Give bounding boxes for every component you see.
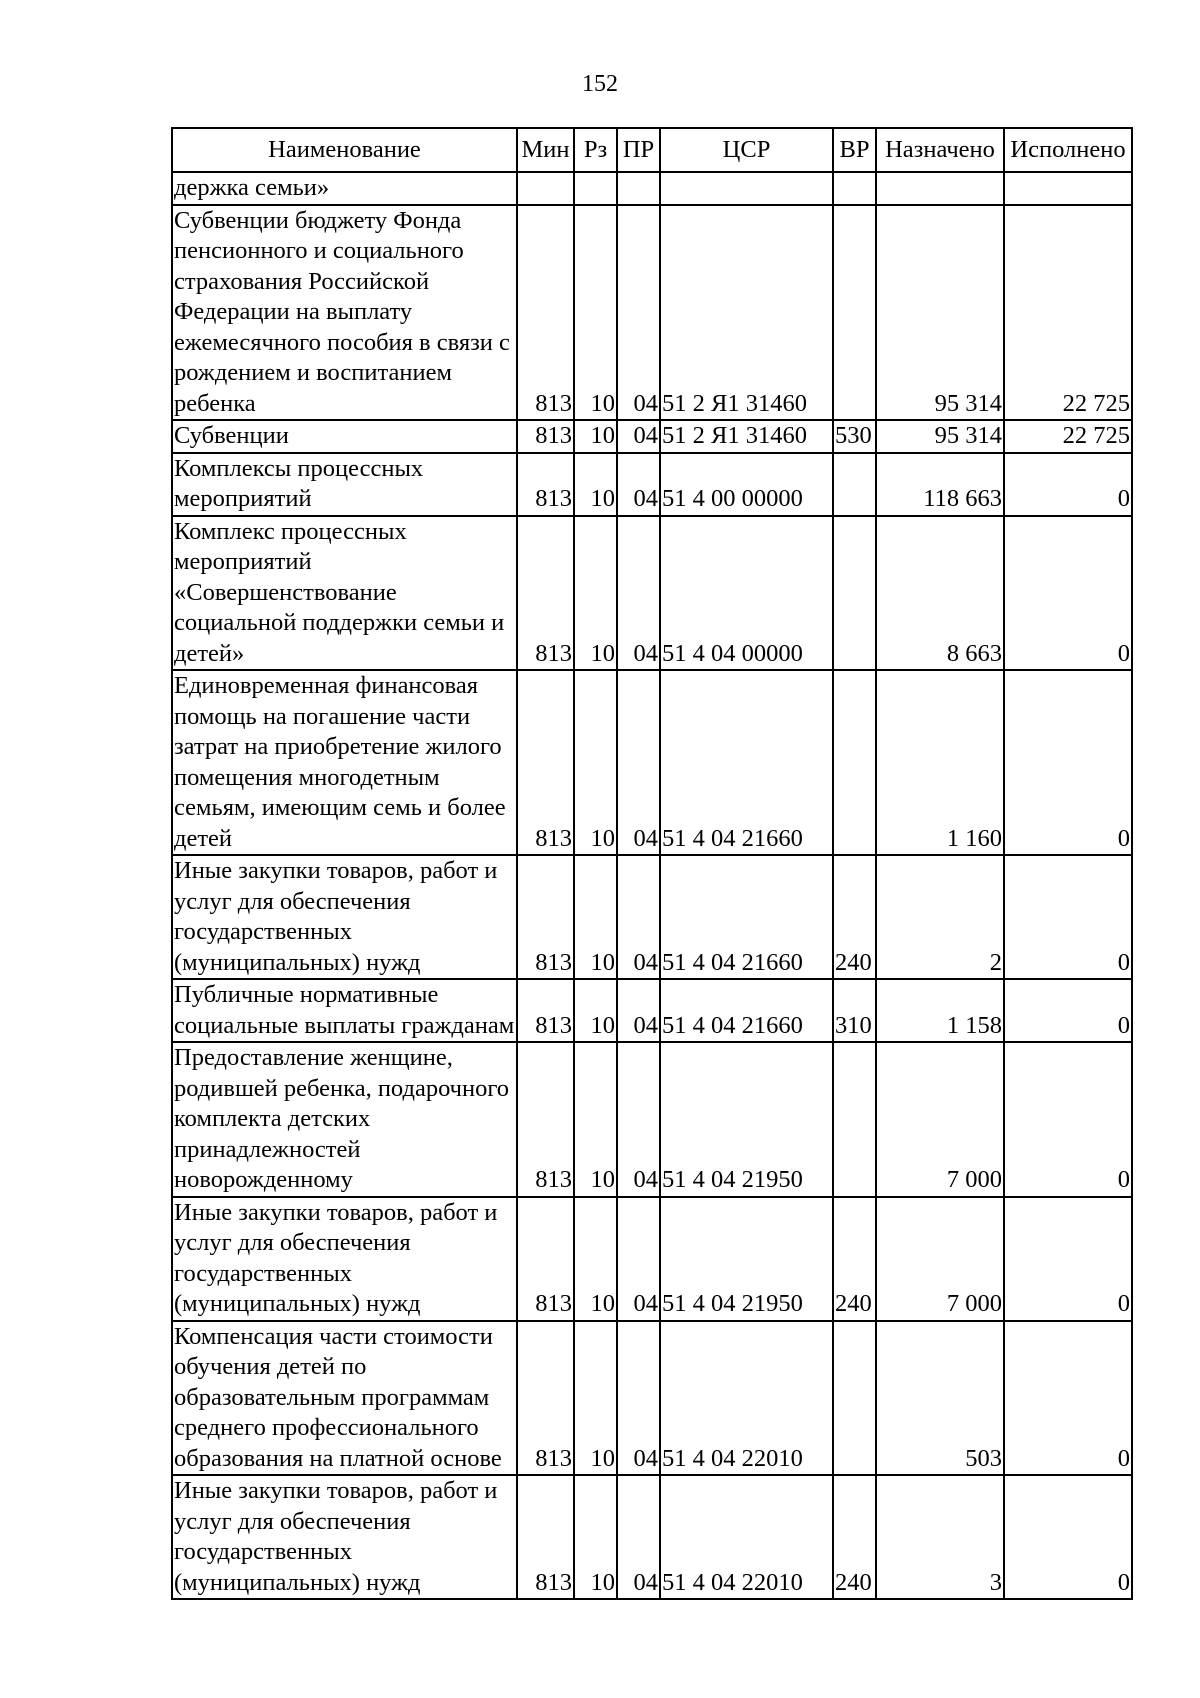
cell-rz: 10 — [574, 1042, 617, 1197]
cell-name: Субвенции — [172, 420, 517, 453]
cell-min: 813 — [517, 1042, 574, 1197]
header-executed: Исполнено — [1004, 128, 1132, 172]
table-row — [172, 979, 1132, 1042]
cell-rz: 10 — [574, 670, 617, 855]
cell-csr: 51 4 04 22010 — [660, 1321, 833, 1476]
cell-csr: 51 4 04 21660 — [660, 855, 833, 979]
cell-executed: 22 725 — [1004, 420, 1132, 453]
header-assigned: Назначено — [876, 128, 1004, 172]
header-rz: Рз — [574, 128, 617, 172]
cell-csr — [660, 172, 833, 205]
table-row — [172, 453, 1132, 516]
cell-min: 813 — [517, 516, 574, 671]
cell-vr: 240 — [833, 855, 876, 979]
cell-assigned: 3 — [876, 1475, 1004, 1599]
cell-assigned: 95 314 — [876, 420, 1004, 453]
cell-executed: 0 — [1004, 979, 1132, 1042]
cell-pr: 04 — [617, 1197, 660, 1321]
table-row — [172, 420, 1132, 453]
cell-name: Предоставление женщине, родившей ребенка, подарочного комплекта детских принадлежностей новорожденному — [172, 1042, 517, 1197]
cell-assigned: 118 663 — [876, 453, 1004, 516]
cell-vr — [833, 516, 876, 671]
table-row — [172, 1197, 1132, 1321]
cell-rz: 10 — [574, 979, 617, 1042]
cell-csr: 51 4 00 00000 — [660, 453, 833, 516]
cell-pr: 04 — [617, 205, 660, 421]
cell-executed: 22 725 — [1004, 205, 1132, 421]
header-vr: ВР — [833, 128, 876, 172]
cell-csr: 51 4 04 21950 — [660, 1042, 833, 1197]
cell-executed: 0 — [1004, 453, 1132, 516]
cell-vr: 240 — [833, 1197, 876, 1321]
cell-min: 813 — [517, 1475, 574, 1599]
cell-pr: 04 — [617, 1321, 660, 1476]
cell-name: Иные закупки товаров, работ и услуг для обеспечения государственных (муниципальных) нужд — [172, 855, 517, 979]
header-pr: ПР — [617, 128, 660, 172]
cell-name: Комплекс процессных мероприятий «Совершенствование социальной поддержки семьи и детей» — [172, 516, 517, 671]
cell-pr: 04 — [617, 855, 660, 979]
cell-assigned: 1 160 — [876, 670, 1004, 855]
cell-assigned: 2 — [876, 855, 1004, 979]
cell-executed — [1004, 172, 1132, 205]
cell-min: 813 — [517, 855, 574, 979]
cell-vr: 310 — [833, 979, 876, 1042]
table-header — [172, 128, 1132, 172]
cell-csr: 51 4 04 00000 — [660, 516, 833, 671]
table-row — [172, 1042, 1132, 1197]
cell-name: Иные закупки товаров, работ и услуг для обеспечения государственных (муниципальных) нужд — [172, 1475, 517, 1599]
table-row — [172, 516, 1132, 671]
cell-executed: 0 — [1004, 1475, 1132, 1599]
cell-name: держка семьи» — [172, 172, 517, 205]
header-row — [172, 128, 1132, 172]
cell-assigned: 503 — [876, 1321, 1004, 1476]
cell-min: 813 — [517, 1321, 574, 1476]
cell-pr: 04 — [617, 420, 660, 453]
cell-rz: 10 — [574, 420, 617, 453]
cell-assigned: 1 158 — [876, 979, 1004, 1042]
cell-min — [517, 172, 574, 205]
cell-name: Комплексы процессных мероприятий — [172, 453, 517, 516]
cell-rz: 10 — [574, 516, 617, 671]
table-row — [172, 855, 1132, 979]
cell-pr: 04 — [617, 979, 660, 1042]
cell-vr — [833, 1321, 876, 1476]
cell-rz: 10 — [574, 453, 617, 516]
table-row — [172, 670, 1132, 855]
cell-name: Иные закупки товаров, работ и услуг для обеспечения государственных (муниципальных) нужд — [172, 1197, 517, 1321]
cell-pr: 04 — [617, 1042, 660, 1197]
cell-csr: 51 2 Я1 31460 — [660, 420, 833, 453]
cell-rz: 10 — [574, 1197, 617, 1321]
cell-vr — [833, 1042, 876, 1197]
cell-name: Публичные нормативные социальные выплаты гражданам — [172, 979, 517, 1042]
cell-executed: 0 — [1004, 855, 1132, 979]
cell-rz: 10 — [574, 1321, 617, 1476]
cell-assigned — [876, 172, 1004, 205]
cell-min: 813 — [517, 205, 574, 421]
cell-min: 813 — [517, 1197, 574, 1321]
cell-rz: 10 — [574, 855, 617, 979]
cell-name: Единовременная финансовая помощь на погашение части затрат на приобретение жилого помещения многодетным семьям, имеющим семь и более детей — [172, 670, 517, 855]
header-csr: ЦСР — [660, 128, 833, 172]
cell-pr: 04 — [617, 453, 660, 516]
cell-vr — [833, 172, 876, 205]
cell-executed: 0 — [1004, 1321, 1132, 1476]
cell-executed: 0 — [1004, 670, 1132, 855]
cell-executed: 0 — [1004, 1197, 1132, 1321]
cell-executed: 0 — [1004, 516, 1132, 671]
cell-min: 813 — [517, 420, 574, 453]
cell-min: 813 — [517, 979, 574, 1042]
header-min: Мин — [517, 128, 574, 172]
cell-pr — [617, 172, 660, 205]
cell-csr: 51 4 04 21660 — [660, 670, 833, 855]
cell-vr — [833, 205, 876, 421]
table-row — [172, 205, 1132, 421]
page-number: 152 — [582, 71, 618, 97]
cell-rz: 10 — [574, 1475, 617, 1599]
cell-vr: 530 — [833, 420, 876, 453]
header-name: Наименование — [172, 128, 517, 172]
table-row — [172, 1321, 1132, 1476]
cell-name: Субвенции бюджету Фонда пенсионного и социального страхования Российской Федерации на выплату ежемесячного пособия в связи с рождением и воспитанием ребенка — [172, 205, 517, 421]
cell-name: Компенсация части стоимости обучения детей по образовательным программам среднего профессионального образования на платной основе — [172, 1321, 517, 1476]
table-row — [172, 1475, 1132, 1599]
cell-min: 813 — [517, 453, 574, 516]
cell-vr — [833, 453, 876, 516]
cell-pr: 04 — [617, 1475, 660, 1599]
table-body — [172, 172, 1132, 1599]
budget-table — [171, 127, 1133, 1600]
cell-csr: 51 4 04 22010 — [660, 1475, 833, 1599]
cell-vr: 240 — [833, 1475, 876, 1599]
cell-rz: 10 — [574, 205, 617, 421]
cell-csr: 51 2 Я1 31460 — [660, 205, 833, 421]
cell-assigned: 8 663 — [876, 516, 1004, 671]
cell-executed: 0 — [1004, 1042, 1132, 1197]
cell-rz — [574, 172, 617, 205]
table-row — [172, 172, 1132, 205]
cell-min: 813 — [517, 670, 574, 855]
cell-csr: 51 4 04 21660 — [660, 979, 833, 1042]
cell-pr: 04 — [617, 516, 660, 671]
cell-assigned: 7 000 — [876, 1197, 1004, 1321]
cell-assigned: 7 000 — [876, 1042, 1004, 1197]
cell-pr: 04 — [617, 670, 660, 855]
cell-vr — [833, 670, 876, 855]
cell-assigned: 95 314 — [876, 205, 1004, 421]
cell-csr: 51 4 04 21950 — [660, 1197, 833, 1321]
